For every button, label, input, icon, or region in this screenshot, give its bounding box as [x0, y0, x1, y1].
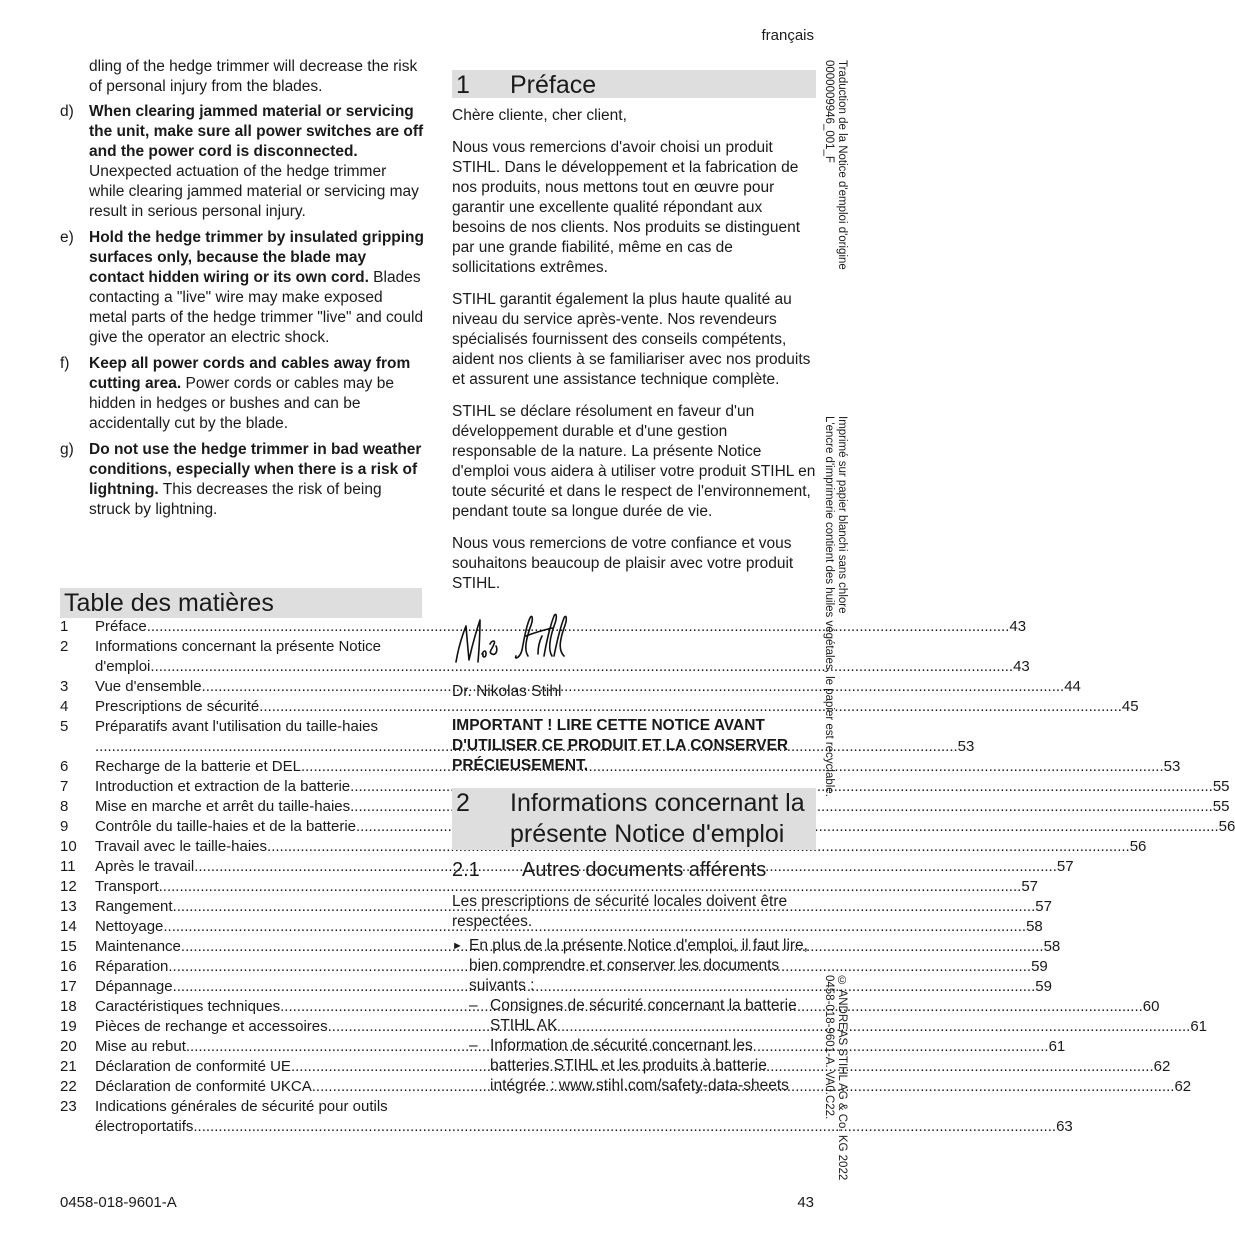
toc-title: Dépannage — [95, 978, 173, 995]
item-bold-text: When clearing jammed material or servicing the unit, make sure all power switches are off and the power cord is disconnected. — [89, 103, 424, 160]
triangle-bullet-icon: ► — [452, 940, 463, 952]
toc-title: Prescriptions de sécurité — [95, 698, 260, 715]
list-item — [60, 354, 424, 434]
side-line: Traduction de la Notice d'emploi d'origine — [836, 60, 848, 270]
toc-number: 3 — [60, 678, 69, 695]
toc-title: Rangement — [95, 898, 173, 915]
toc-number: 22 — [60, 1078, 77, 1095]
important-notice: IMPORTANT ! LIRE CETTE NOTICE AVANT D'UTILISER CE PRODUIT ET LA CONSERVER PRÉCIEUSEMENT. — [452, 717, 789, 774]
toc-title: Informations concernant la présente Notice — [95, 638, 381, 655]
section-title: Informations concernant la présente Notice d'emploi — [510, 789, 805, 848]
toc-entry[interactable] — [60, 617, 1027, 637]
toc-page: 61 — [1190, 1018, 1207, 1035]
section-title: Préface — [510, 71, 597, 99]
toc-title: Pièces de rechange et accessoires — [95, 1018, 328, 1035]
dash-text: Consignes de sécurité concernant la batterie STIHL AK — [490, 997, 797, 1034]
toc-number: 23 — [60, 1098, 77, 1115]
toc-number: 6 — [60, 758, 69, 775]
toc-page: 60 — [1142, 998, 1160, 1015]
toc-number: 5 — [60, 718, 69, 735]
toc-entry[interactable] — [60, 877, 1038, 897]
toc-page: 58 — [1026, 918, 1043, 935]
toc-title: Contrôle du taille-haies et de la batterie — [95, 818, 356, 835]
toc-entry[interactable] — [60, 837, 1147, 857]
continued-text: dling of the hedge trimmer will decrease the risk of personal injury from the blades. — [89, 58, 418, 95]
dash-item — [452, 996, 816, 1036]
item-text: Blades contacting a "live" wire may make exposed metal parts of the hedge trimmer "live" and could give the operator an electric shock. — [89, 269, 424, 346]
bullet-item — [452, 936, 816, 996]
toc-number: 8 — [60, 798, 69, 815]
toc-title-cont: électroportatifs — [95, 1118, 194, 1135]
toc-number: 18 — [60, 998, 77, 1015]
toc-entry[interactable] — [60, 697, 1139, 717]
toc-entry[interactable] — [60, 1057, 1171, 1077]
toc-title: Introduction et extraction de la batterie — [95, 778, 351, 795]
subsection-heading — [452, 858, 816, 882]
preface-column — [452, 70, 816, 1096]
toc-title: Déclaration de conformité UKCA — [95, 1078, 312, 1095]
toc-entry[interactable] — [60, 917, 1043, 937]
toc-page: 56 — [1129, 838, 1147, 855]
toc-entry[interactable] — [60, 977, 1052, 997]
side-line: L'encre d'imprimerie contient des huiles végétales, le papier est recyclable. — [823, 416, 835, 797]
signer-name: Dr. Nikolas Stihl — [452, 683, 562, 700]
item-text: Unexpected actuation of the hedge trimmer while clearing jammed material or servicing may result in serious personal injury. — [89, 163, 419, 220]
toc-title: Transport — [95, 878, 159, 895]
toc-entry[interactable] — [60, 1017, 1207, 1037]
toc-title: Déclaration de conformité UE — [95, 1058, 291, 1075]
bullet-text: En plus de la présente Notice d'emploi, il faut lire, bien comprendre et conserver les documents suivants : — [469, 937, 808, 994]
toc-number: 16 — [60, 958, 77, 975]
item-label: g) — [60, 441, 74, 458]
toc-title: Caractéristiques techniques — [95, 998, 281, 1015]
item-bold-text: Do not use the hedge trimmer in bad weather conditions, especially when there is a risk of lightning. — [89, 441, 422, 498]
toc-number: 15 — [60, 938, 77, 955]
toc-page: 57 — [1035, 898, 1052, 915]
list-item — [60, 440, 424, 520]
side-line: 0458-018-9601-A. VA0.C22. — [823, 975, 835, 1120]
side-text-copyright — [822, 975, 848, 1180]
dash-icon: – — [469, 997, 478, 1014]
toc-entry[interactable] — [60, 937, 1061, 957]
toc-number: 17 — [60, 978, 77, 995]
toc-title: Recharge de la batterie et DEL — [95, 758, 301, 775]
section2-heading — [452, 788, 816, 850]
toc-page: 62 — [1174, 1078, 1192, 1095]
toc-title: Travail avec le taille-haies — [95, 838, 268, 855]
list-item — [60, 228, 424, 348]
toc-number: 2 — [60, 638, 69, 655]
paragraph: Nous vous remercions de votre confiance et vous souhaitons beaucoup de plaisir avec votre produit STIHL. — [452, 535, 794, 592]
toc-number: 14 — [60, 918, 77, 935]
paragraph: Les prescriptions de sécurité locales doivent être respectées. — [452, 893, 788, 930]
toc-number: 12 — [60, 878, 77, 895]
dash-icon: – — [469, 1037, 478, 1054]
toc-number: 13 — [60, 898, 77, 915]
paragraph: Nous vous remercions d'avoir choisi un produit STIHL. Dans le développement et la fabrication de nos produits, nous mettons tout en œuvre pour garantir une excellente qualité répondant aux besoins de nos clients. Nos produits se distinguent par une grande fiabilité, même en cas de sollicitations extrêmes. — [452, 139, 801, 276]
toc-page: 53 — [957, 738, 975, 755]
list-item — [60, 102, 424, 222]
toc-page: 58 — [1043, 938, 1061, 955]
toc-page: 53 — [1163, 758, 1181, 775]
side-line: Imprimé sur papier blanchi sans chlore — [836, 416, 848, 614]
toc-page: 44 — [1064, 678, 1081, 695]
toc-title: Mise au rebut — [95, 1038, 186, 1055]
toc-page: 62 — [1153, 1058, 1171, 1075]
toc-number: 19 — [60, 1018, 77, 1035]
toc-number: 20 — [60, 1038, 77, 1055]
toc-entry[interactable] — [60, 1097, 1073, 1137]
toc-heading: Table des matières — [60, 588, 422, 618]
toc-page: 59 — [1035, 978, 1052, 995]
safety-rules-column — [60, 57, 424, 526]
preface-heading — [452, 70, 816, 98]
toc-title: Mise en marche et arrêt du taille-haies — [95, 798, 351, 815]
toc-page: 43 — [1013, 658, 1030, 675]
toc-title: Après le travail — [95, 858, 195, 875]
toc-page: 56 — [1218, 818, 1235, 835]
greeting: Chère cliente, cher client, — [452, 107, 627, 124]
toc-page: 55 — [1212, 798, 1230, 815]
item-label: e) — [60, 229, 74, 246]
toc-title: Préface — [95, 618, 147, 635]
toc-title: Maintenance — [95, 938, 181, 955]
item-label: f) — [60, 355, 70, 372]
toc-entry[interactable] — [60, 777, 1230, 797]
side-line: © ANDREAS STIHL AG & Co. KG 2022 — [836, 975, 848, 1181]
toc-entry[interactable] — [60, 1077, 1192, 1097]
signature — [452, 606, 816, 668]
toc-page: 63 — [1056, 1118, 1073, 1135]
toc-title: Réparation — [95, 958, 169, 975]
subsection-title: Autres documents afférents — [522, 859, 767, 881]
side-text-translation — [822, 60, 848, 270]
side-text-paper — [822, 416, 848, 797]
toc-title-cont: d'emploi — [95, 658, 151, 675]
toc-entry[interactable] — [60, 637, 1030, 677]
toc-title: Préparatifs avant l'utilisation du taille-haies — [95, 718, 379, 735]
toc-entry[interactable] — [60, 797, 1230, 817]
paragraph: STIHL se déclare résolument en faveur d'un développement durable et d'une gestion responsable de la nature. La présente Notice d'emploi vous aidera à utiliser votre produit STIHL en toute sécurité et dans le respect de l'environnement, pendant toute sa longue durée de vie. — [452, 403, 816, 520]
dash-text: Information de sécurité concernant les batteries STIHL et les produits à batterie intégrée : www.stihl.com/safety-data-sheets — [490, 1037, 789, 1094]
toc-number: 21 — [60, 1058, 77, 1075]
toc-entry[interactable] — [60, 1037, 1066, 1057]
toc-page: 43 — [1009, 618, 1027, 635]
toc-number: 11 — [60, 858, 76, 875]
toc-title: Nettoyage — [95, 918, 164, 935]
section-number: 1 — [456, 71, 470, 99]
toc-title: Vue d'ensemble — [95, 678, 202, 695]
language-label: français — [761, 27, 814, 44]
toc-number: 7 — [60, 778, 69, 795]
toc-number: 10 — [60, 838, 77, 855]
toc-number: 9 — [60, 818, 69, 835]
toc-page: 59 — [1031, 958, 1048, 975]
item-bold-text: Keep all power cords and cables away from cutting area. — [89, 355, 411, 392]
item-label: d) — [60, 103, 74, 120]
item-bold-text: Hold the hedge trimmer by insulated gripping surfaces only, because the blade may contact hidden wiring or its own cord. — [89, 229, 424, 286]
item-text: This decreases the risk of being struck by lightning. — [89, 481, 382, 518]
dash-item — [452, 1036, 816, 1096]
toc-number: 1 — [60, 618, 69, 635]
subsection-number: 2.1 — [452, 859, 480, 881]
toc-page: 45 — [1121, 698, 1139, 715]
signature-icon — [452, 606, 582, 668]
toc-title: Indications générales de sécurité pour outils — [95, 1098, 388, 1115]
side-line: 0000009946_001_F — [823, 60, 835, 163]
page-number: 43 — [797, 1194, 814, 1211]
toc-page: 57 — [1056, 858, 1074, 875]
toc-entry[interactable] — [60, 817, 1235, 837]
toc-page: 61 — [1048, 1038, 1066, 1055]
toc-number: 4 — [60, 698, 69, 715]
item-text: Power cords or cables may be hidden in hedges or bushes and can be accidentally cut by the blade. — [89, 375, 394, 432]
toc-entry[interactable] — [60, 957, 1048, 977]
section-number: 2 — [456, 789, 470, 817]
toc-page: 55 — [1212, 778, 1230, 795]
footer-doc-code: 0458-018-9601-A — [60, 1194, 177, 1211]
toc-page: 57 — [1021, 878, 1038, 895]
toc-entry[interactable] — [60, 757, 1181, 777]
paragraph: STIHL garantit également la plus haute qualité au niveau du service après-vente. Nos revendeurs spécialisés fournissent des conseils compétents, aident nos clients à se familiariser avec nos produits et assurent une assistance technique complète. — [452, 291, 811, 388]
